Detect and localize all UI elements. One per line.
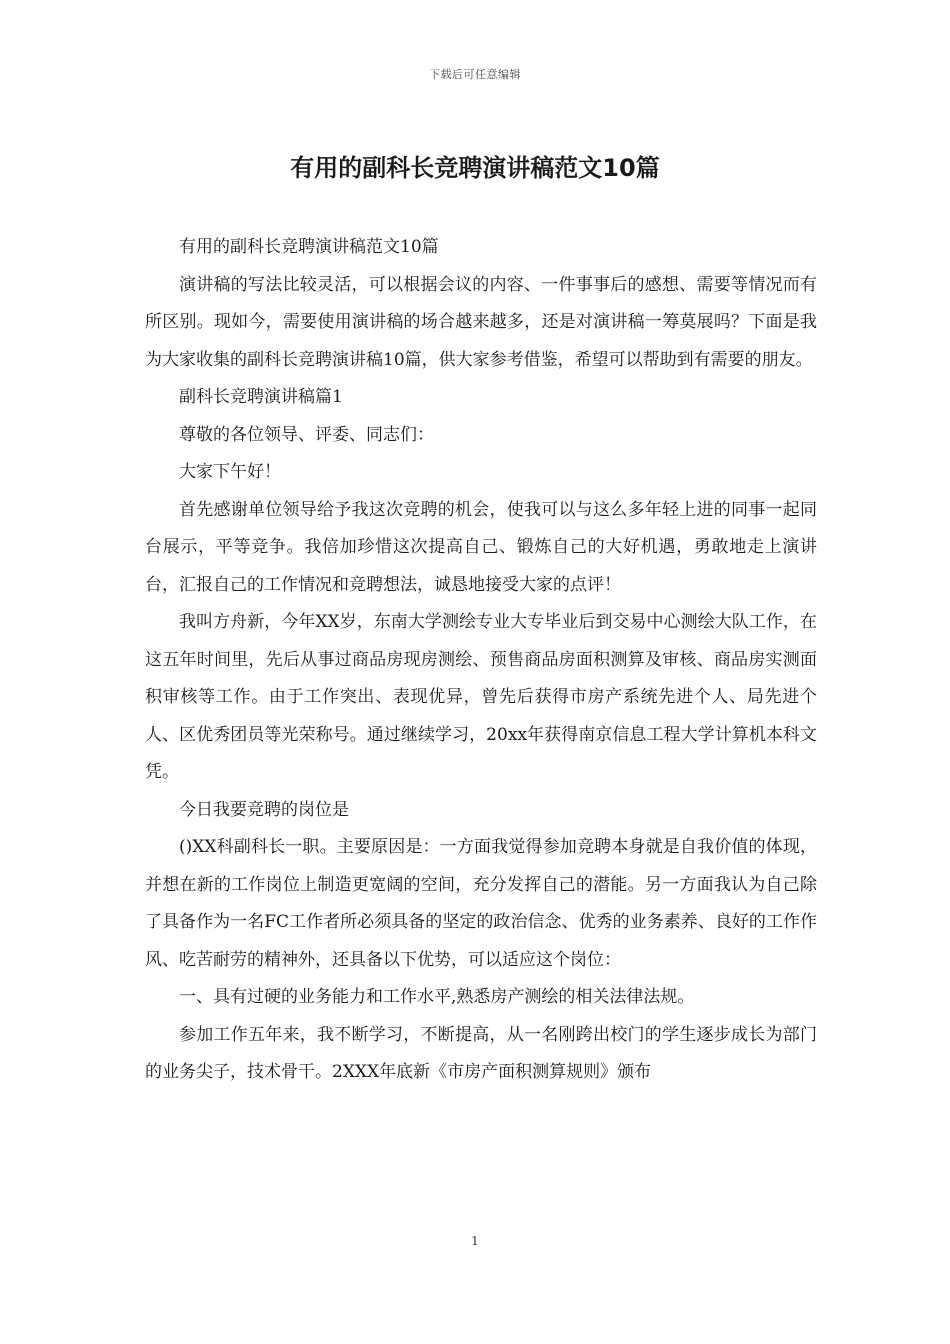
paragraph-thanks: 首先感谢单位领导给予我这次竞聘的机会，使我可以与这么多年轻上进的同事一起同台展示，平等竞争。我倍加珍惜这次提高自己、锻炼自己的大好机遇，勇敢地走上演讲台，汇报自己的工作情况和竞聘想法，诚恳地接受大家的点评！ bbox=[145, 499, 817, 595]
paragraph-section-heading: 副科长竞聘演讲稿篇1 bbox=[179, 387, 343, 407]
paragraph-greeting: 大家下午好！ bbox=[179, 462, 281, 482]
document-title: 有用的副科长竞聘演讲稿范文10篇 bbox=[290, 154, 660, 182]
paragraph-subtitle: 有用的副科长竞聘演讲稿范文10篇 bbox=[179, 237, 439, 257]
paragraph-experience: 参加工作五年来，我不断学习，不断提高，从一名刚跨出校门的学生逐步成长为部门的业务尖子，技术骨干。2XXX年底新《市房产面积测算规则》颁布 bbox=[145, 1024, 817, 1082]
document-body bbox=[145, 229, 817, 1092]
paragraph-self-intro: 我叫方舟新，今年XX岁，东南大学测绘专业大专毕业后到交易中心测绘大队工作，在这五年时间里，先后从事过商品房现房测绘、预售商品房面积测算及审核、商品房实测面积审核等工作。由于工作突出、表现优异，曾先后获得市房产系统先进个人、局先进个人、区优秀团员等光荣称号。通过继续学习，20xx年获得南京信息工程大学计算机本科文凭。 bbox=[145, 612, 817, 782]
paragraph-reasons: ()XX科副科长一职。主要原因是：一方面我觉得参加竞聘本身就是自我价值的体现，并想在新的工作岗位上制造更宽阔的空间，充分发挥自己的潜能。另一方面我认为自己除了具备作为一名FC工作者所必须具备的坚定的政治信念、优秀的业务素养、良好的工作作风、吃苦耐劳的精神外，还具备以下优势，可以适应这个岗位： bbox=[145, 837, 817, 970]
page-header: 下载后可任意编辑 bbox=[429, 68, 521, 81]
paragraph-intro: 演讲稿的写法比较灵活，可以根据会议的内容、一件事事后的感想、需要等情况而有所区别。现如今，需要使用演讲稿的场合越来越多，还是对演讲稿一筹莫展吗？下面是我为大家收集的副科长竞聘演讲稿10篇，供大家参考借鉴，希望可以帮助到有需要的朋友。 bbox=[145, 274, 817, 370]
paragraph-position-lead: 今日我要竞聘的岗位是 bbox=[179, 799, 349, 820]
page-number: 1 bbox=[471, 1234, 479, 1248]
paragraph-point-one: 一、具有过硬的业务能力和工作水平,熟悉房产测绘的相关法律法规。 bbox=[179, 987, 695, 1007]
paragraph-salutation: 尊敬的各位领导、评委、同志们： bbox=[179, 424, 434, 445]
